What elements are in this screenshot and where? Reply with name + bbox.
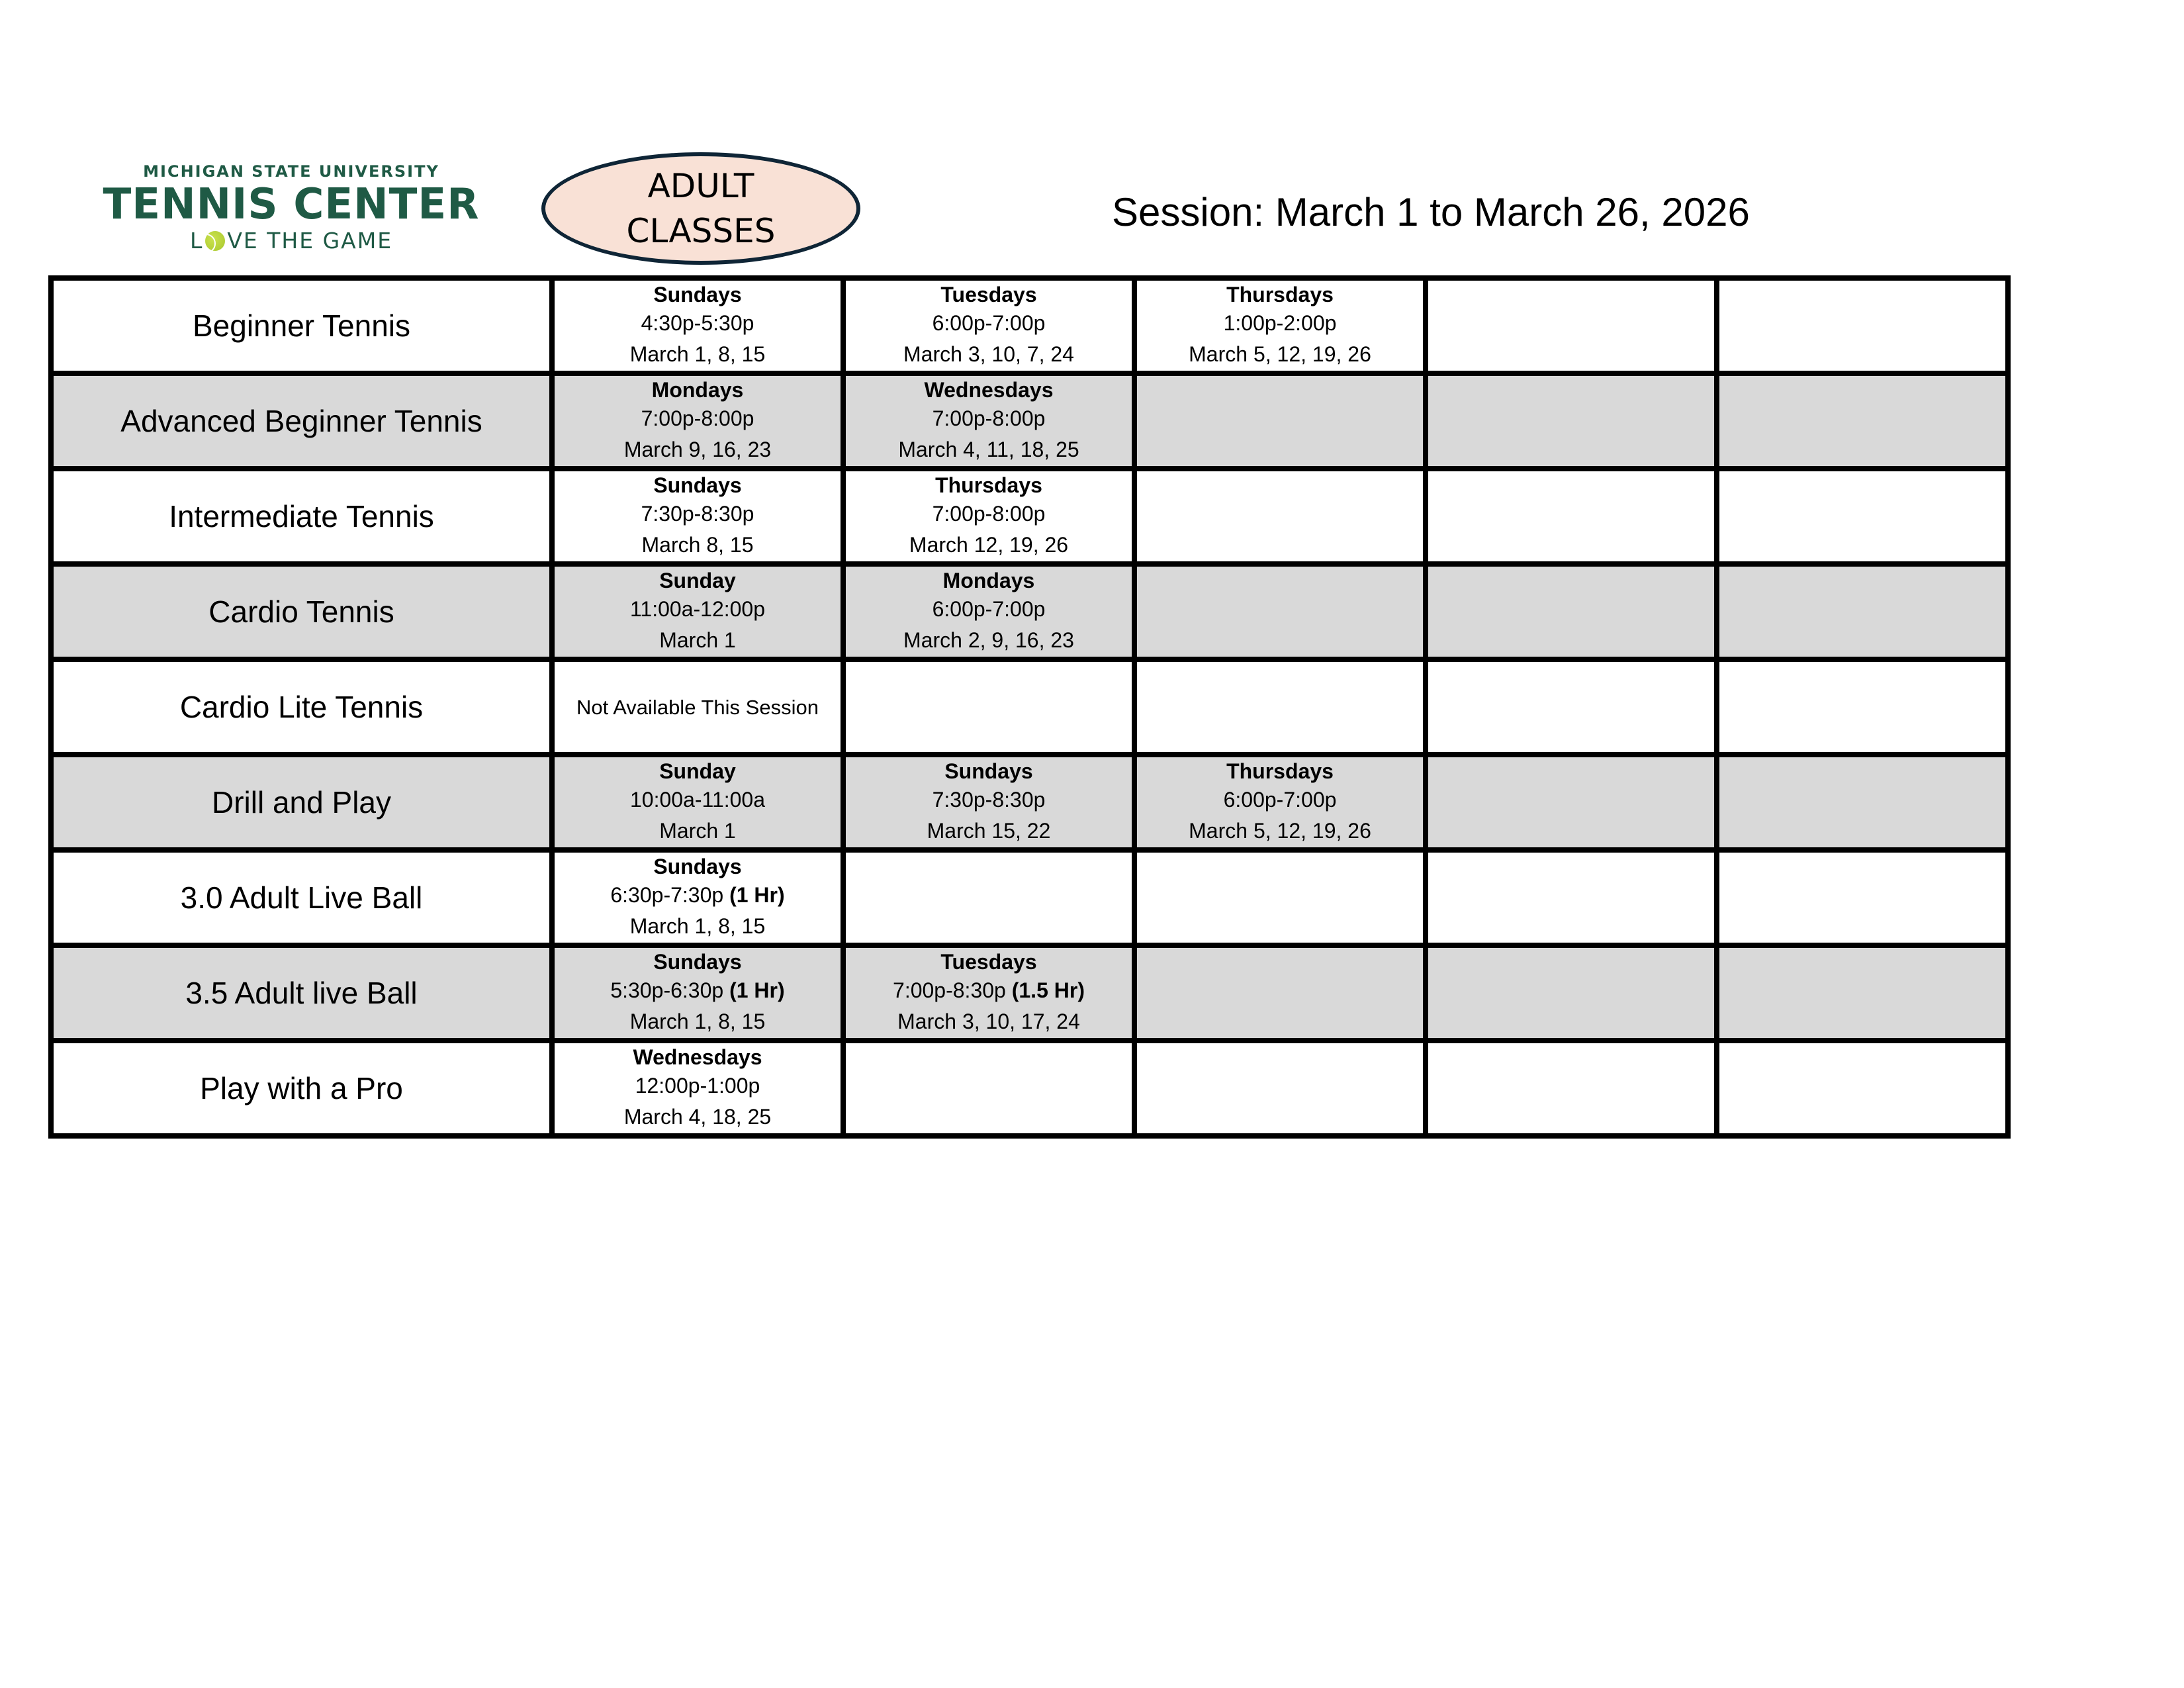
schedule-slot-cell [1426,755,1717,850]
slot-time-line [555,308,841,339]
schedule-slot-cell [843,850,1134,945]
slot-duration: (1 Hr) [729,883,785,907]
schedule-slot-cell [1717,659,2008,755]
slot-time-line [555,1070,841,1102]
table-row [51,659,2008,755]
slot-time: 7:00p-8:30p [893,978,1012,1002]
schedule-slot-cell [1717,755,2008,850]
slot-day: Thursdays [1226,283,1334,306]
logo-tagline [93,228,490,254]
schedule-slot-cell [843,469,1134,564]
class-name-cell: Play with a Pro [51,1041,552,1136]
slot-dates: March 1 [659,628,736,652]
schedule-slot-cell [1134,1041,1426,1136]
slot-time-line [555,594,841,625]
slot-dates: March 1, 8, 15 [629,914,766,938]
slot-time: 6:00p-7:00p [932,311,1046,335]
slot-day: Sundays [653,855,742,878]
slot-time-line [555,403,841,434]
class-name-cell: 3.0 Adult Live Ball [51,850,552,945]
slot-day: Sunday [659,569,736,592]
badge-line-1: ADULT [647,167,754,205]
slot-day: Thursdays [935,473,1042,497]
msu-tennis-center-logo [93,159,490,258]
slot-time: 7:30p-8:30p [641,502,754,526]
logo-tennis-center: TENNIS CENTER [103,180,480,229]
slot-time-line [846,975,1132,1006]
table-row [51,755,2008,850]
slot-day: Wednesdays [633,1045,762,1069]
slot-duration: (1.5 Hr) [1011,978,1085,1002]
slot-duration: (1 Hr) [729,978,785,1002]
schedule-slot-cell [1426,850,1717,945]
schedule-slot-cell [552,469,843,564]
schedule-slot-cell [843,564,1134,659]
class-name-cell: Beginner Tennis [51,278,552,373]
slot-dates: March 1, 8, 15 [629,342,766,366]
slot-time-line [846,308,1132,339]
slot-day: Mondays [942,569,1035,592]
slot-dates: March 9, 16, 23 [623,438,772,461]
schedule-slot-cell [1134,659,1426,755]
slot-day: Wednesdays [924,378,1054,402]
schedule-slot-cell [552,850,843,945]
table-row [51,850,2008,945]
schedule-slot-cell [843,755,1134,850]
schedule-slot-cell [1134,278,1426,373]
slot-time: 12:00p-1:00p [635,1074,760,1098]
slot-dates: March 3, 10, 7, 24 [903,342,1074,366]
slot-time-line [555,975,841,1006]
slot-dates: March 5, 12, 19, 26 [1189,819,1371,843]
slot-time-line [846,403,1132,434]
schedule-slot-cell [1426,564,1717,659]
schedule-slot-cell [552,278,843,373]
slot-time: 7:00p-8:00p [932,406,1046,430]
slot-dates: March 3, 10, 17, 24 [897,1009,1080,1033]
slot-time: 6:30p-7:30p [610,883,730,907]
slot-time: 5:30p-6:30p [610,978,730,1002]
slot-day: Tuesdays [940,950,1037,974]
slot-dates: March 5, 12, 19, 26 [1189,342,1371,366]
badge-line-2: CLASSES [626,212,776,250]
class-name-cell: Cardio Lite Tennis [51,659,552,755]
schedule-slot-cell [1717,278,2008,373]
slot-day: Thursdays [1226,759,1334,783]
logo-tagline-suffix: VE THE GAME [227,228,393,254]
slot-dates: March 15, 22 [927,819,1051,843]
slot-dates: March 12, 19, 26 [909,533,1069,557]
slot-time-line [1137,784,1423,816]
class-name-cell: Cardio Tennis [51,564,552,659]
slot-dates: March 1 [659,819,736,843]
availability-note: Not Available This Session [576,695,819,719]
slot-dates: March 8, 15 [641,533,754,557]
slot-dates: March 4, 18, 25 [623,1105,772,1129]
schedule-slot-cell [1426,945,1717,1041]
session-title: Session: March 1 to March 26, 2026 [1112,190,1750,234]
class-name-cell: Intermediate Tennis [51,469,552,564]
slot-day: Mondays [651,378,744,402]
slot-day: Sundays [653,473,742,497]
slot-day: Tuesdays [940,283,1037,306]
schedule-slot-cell [1426,278,1717,373]
slot-time: 10:00a-11:00a [629,788,766,812]
slot-day: Sundays [653,950,742,974]
table-row [51,564,2008,659]
schedule-slot-cell [1426,659,1717,755]
slot-time-line [555,784,841,816]
table-row [51,373,2008,469]
slot-time: 6:00p-7:00p [932,597,1046,621]
schedule-slot-cell [552,945,843,1041]
schedule-slot-cell [1134,850,1426,945]
logo-tagline-prefix: L [189,228,204,254]
schedule-slot-cell [1134,945,1426,1041]
logo-university-name: MICHIGAN STATE UNIVERSITY [143,162,439,181]
schedule-slot-cell [843,373,1134,469]
table-row [51,469,2008,564]
slot-time: 7:30p-8:30p [932,788,1046,812]
schedule-slot-cell [552,564,843,659]
adult-classes-badge [541,152,860,265]
class-name-cell: Drill and Play [51,755,552,850]
slot-time: 7:00p-8:00p [932,502,1046,526]
schedule-slot-cell [1717,1041,2008,1136]
schedule-slot-cell [1717,850,2008,945]
class-schedule-table [48,275,2011,1139]
slot-day: Sundays [653,283,742,306]
schedule-slot-cell [843,1041,1134,1136]
schedule-slot-cell [552,659,843,755]
class-name-cell: Advanced Beginner Tennis [51,373,552,469]
slot-dates: March 4, 11, 18, 25 [898,438,1079,461]
slot-time-line [555,498,841,530]
slot-time-line [1137,308,1423,339]
table-row [51,278,2008,373]
slot-day: Sunday [659,759,736,783]
schedule-slot-cell [1426,1041,1717,1136]
slot-time-line [555,880,841,911]
schedule-slot-cell [1426,469,1717,564]
slot-time: 1:00p-2:00p [1223,311,1337,335]
slot-dates: March 1, 8, 15 [629,1009,766,1033]
schedule-slot-cell [843,945,1134,1041]
schedule-slot-cell [1717,373,2008,469]
table-row [51,945,2008,1041]
schedule-slot-cell [843,659,1134,755]
slot-day: Sundays [944,759,1033,783]
slot-time: 7:00p-8:00p [641,406,754,430]
slot-time: 4:30p-5:30p [641,311,754,335]
schedule-slot-cell [1717,469,2008,564]
slot-dates: March 2, 9, 16, 23 [903,628,1074,652]
schedule-slot-cell [552,755,843,850]
schedule-slot-cell [1426,373,1717,469]
slot-time-line [846,594,1132,625]
schedule-slot-cell [1717,564,2008,659]
schedule-slot-cell [843,278,1134,373]
tennis-ball-icon [205,231,225,251]
schedule-slot-cell [1134,469,1426,564]
slot-time: 11:00a-12:00p [629,597,766,621]
slot-time-line [846,784,1132,816]
table-row [51,1041,2008,1136]
schedule-slot-cell [1134,373,1426,469]
slot-time: 6:00p-7:00p [1223,788,1337,812]
schedule-slot-cell [1134,755,1426,850]
class-name-cell: 3.5 Adult live Ball [51,945,552,1041]
schedule-slot-cell [552,1041,843,1136]
slot-time-line [846,498,1132,530]
schedule-slot-cell [1134,564,1426,659]
schedule-slot-cell [552,373,843,469]
schedule-slot-cell [1717,945,2008,1041]
